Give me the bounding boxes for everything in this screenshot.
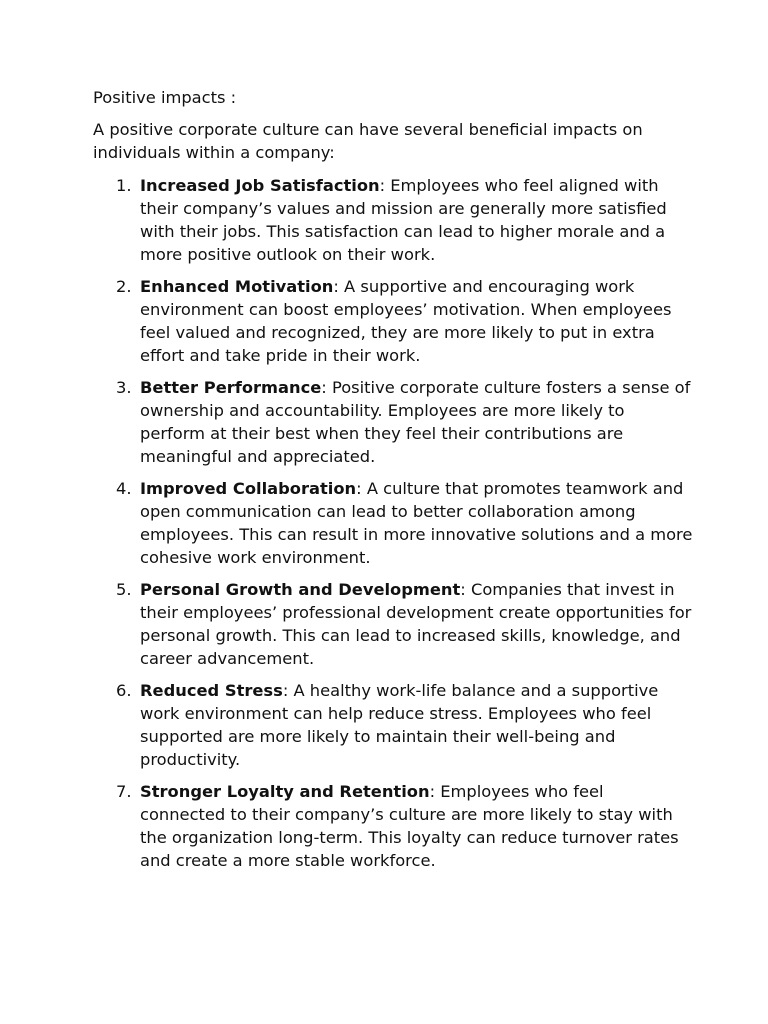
list-item-text: : Employees who feel connected to their company’s culture are more likely to stay with the organization long-term. This loyalty can reduce turnover rates and create a more stable workforce. <box>140 782 679 870</box>
list-item <box>93 679 693 771</box>
list-item-number: 7. <box>116 782 132 801</box>
list-item-number: 1. <box>116 176 132 195</box>
list-item-term: Reduced Stress <box>140 681 283 700</box>
list-item-term: Increased Job Satisfaction <box>140 176 380 195</box>
list-item-number: 3. <box>116 378 132 397</box>
document-page <box>93 86 693 881</box>
impacts-list <box>93 174 693 872</box>
list-item-number: 6. <box>116 681 132 700</box>
list-item-text: : A culture that promotes teamwork and open communication can lead to better collaboration among employees. This can result in more innovative solutions and a more cohesive work environment. <box>140 479 693 567</box>
list-item-number: 4. <box>116 479 132 498</box>
list-item-text: : Companies that invest in their employees’ professional development create opportunities for personal growth. This can lead to increased skills, knowledge, and career advancement. <box>140 580 692 668</box>
list-item-term: Enhanced Motivation <box>140 277 334 296</box>
list-item <box>93 376 693 468</box>
list-item-term: Improved Collaboration <box>140 479 357 498</box>
list-item-number: 2. <box>116 277 132 296</box>
list-item-number: 5. <box>116 580 132 599</box>
list-item <box>93 477 693 569</box>
list-item-term: Better Performance <box>140 378 322 397</box>
list-item <box>93 275 693 367</box>
list-item-text: : Employees who feel aligned with their company’s values and mission are generally more satisfied with their jobs. This satisfaction can lead to higher morale and a more positive outlook on their work. <box>140 176 667 264</box>
list-item-text: : A supportive and encouraging work environment can boost employees’ motivation. When employees feel valued and recognized, they are more likely to put in extra effort and take pride in their work. <box>140 277 672 365</box>
list-item <box>93 578 693 670</box>
list-item <box>93 174 693 266</box>
intro-paragraph: A positive corporate culture can have several beneficial impacts on individuals within a company: <box>93 120 643 162</box>
section-heading: Positive impacts : <box>93 88 237 107</box>
list-item-text: : A healthy work-life balance and a supportive work environment can help reduce stress. Employees who feel supported are more likely to maintain their well-being and productivity. <box>140 681 659 769</box>
list-item-term: Stronger Loyalty and Retention <box>140 782 430 801</box>
list-item-text: : Positive corporate culture fosters a sense of ownership and accountability. Employees are more likely to perform at their best when they feel their contributions are meaningful and appreciated. <box>140 378 691 466</box>
list-item <box>93 780 693 872</box>
list-item-term: Personal Growth and Development <box>140 580 461 599</box>
